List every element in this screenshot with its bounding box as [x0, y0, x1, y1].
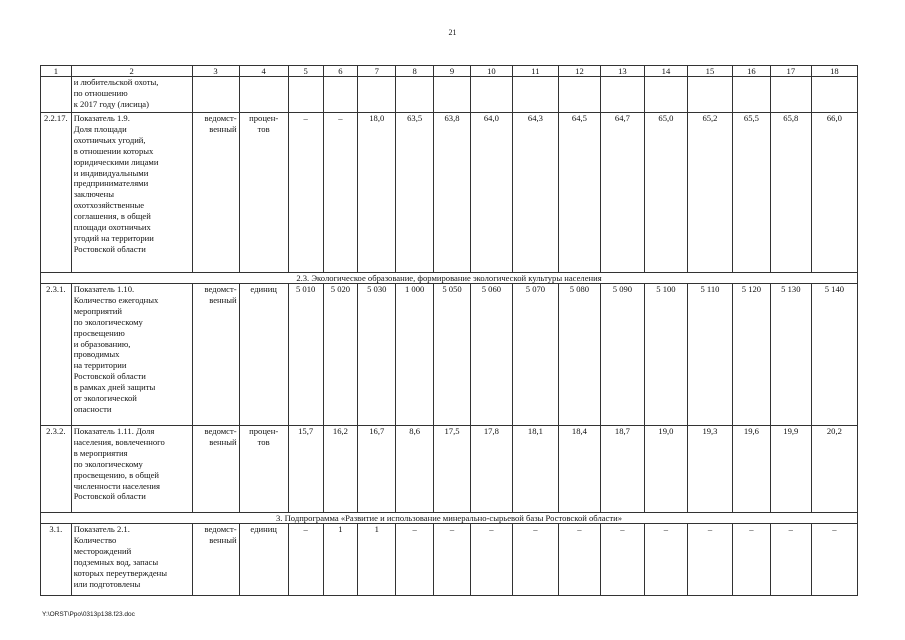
indicator-value: 5 110 — [687, 284, 732, 426]
column-number-header: 7 — [358, 66, 396, 77]
column-number-header: 12 — [558, 66, 600, 77]
indicator-row — [41, 113, 858, 273]
indicator-value: 65,5 — [732, 113, 770, 273]
continuation-row — [41, 77, 858, 113]
indicator-unit: процен- тов — [239, 426, 288, 513]
indicator-value: – — [770, 524, 811, 596]
indicator-value: 19,6 — [732, 426, 770, 513]
indicator-code: 2.2.17. — [41, 113, 72, 273]
indicator-value: 63,5 — [396, 113, 434, 273]
column-number-header: 8 — [396, 66, 434, 77]
indicator-value: 5 050 — [434, 284, 471, 426]
indicator-value: 19,0 — [644, 426, 687, 513]
indicator-value: 18,1 — [512, 426, 558, 513]
column-number-header: 10 — [470, 66, 512, 77]
indicator-value: 8,6 — [396, 426, 434, 513]
column-number-header: 1 — [41, 66, 72, 77]
indicator-value: – — [644, 524, 687, 596]
indicator-value: – — [600, 524, 644, 596]
indicator-code: 3.1. — [41, 524, 72, 596]
column-number-header: 17 — [770, 66, 811, 77]
indicator-value: 66,0 — [811, 113, 857, 273]
indicator-value: – — [811, 524, 857, 596]
indicator-row — [41, 524, 858, 596]
column-number-header: 6 — [323, 66, 358, 77]
indicator-value: 5 020 — [323, 284, 358, 426]
indicator-executor: ведомст- венный — [192, 426, 239, 513]
page-number: 21 — [448, 28, 457, 37]
column-number-header: 15 — [687, 66, 732, 77]
indicator-value: 5 080 — [558, 284, 600, 426]
indicator-value: 5 070 — [512, 284, 558, 426]
indicator-value: – — [288, 524, 323, 596]
indicator-value: 64,5 — [558, 113, 600, 273]
indicator-value: – — [288, 113, 323, 273]
indicator-code: 2.3.2. — [41, 426, 72, 513]
indicator-unit: единиц — [239, 524, 288, 596]
column-number-header: 9 — [434, 66, 471, 77]
indicator-value: 5 090 — [600, 284, 644, 426]
footer-file-path: Y:\ORST\Ppo\0313p138.f23.doc — [42, 611, 135, 618]
indicator-value: 18,0 — [358, 113, 396, 273]
indicator-value: – — [732, 524, 770, 596]
indicator-value: 20,2 — [811, 426, 857, 513]
indicator-value: 17,5 — [434, 426, 471, 513]
column-number-header: 16 — [732, 66, 770, 77]
indicator-unit: единиц — [239, 284, 288, 426]
indicator-value: 1 000 — [396, 284, 434, 426]
section-heading-row — [41, 513, 858, 524]
column-number-header: 3 — [192, 66, 239, 77]
indicator-value: 64,3 — [512, 113, 558, 273]
column-number-header: 11 — [512, 66, 558, 77]
column-number-header: 2 — [71, 66, 192, 77]
indicator-value: 5 100 — [644, 284, 687, 426]
indicator-value: 5 120 — [732, 284, 770, 426]
column-number-row — [41, 66, 858, 77]
indicator-row — [41, 284, 858, 426]
indicator-value: – — [512, 524, 558, 596]
column-number-header: 18 — [811, 66, 857, 77]
indicator-value: 5 060 — [470, 284, 512, 426]
indicator-value: 64,7 — [600, 113, 644, 273]
indicator-value: 1 — [358, 524, 396, 596]
indicator-value: – — [558, 524, 600, 596]
indicator-value: 19,9 — [770, 426, 811, 513]
indicator-value: 63,8 — [434, 113, 471, 273]
indicator-executor: ведомст- венный — [192, 113, 239, 273]
indicator-name: Показатель 1.10. Количество ежегодных мероприятий по экологическому просвещению и образованию, проводимых на территории Ростовской области в рамках дней защиты от экологической опасности — [71, 284, 192, 426]
column-number-header: 14 — [644, 66, 687, 77]
indicator-table — [40, 65, 858, 596]
indicator-value: – — [323, 113, 358, 273]
indicator-value: 17,8 — [470, 426, 512, 513]
column-number-header: 5 — [288, 66, 323, 77]
indicator-code: 2.3.1. — [41, 284, 72, 426]
section-heading: 3. Подпрограмма «Развитие и использование минерально-сырьевой базы Ростовской области» — [41, 513, 858, 524]
section-heading: 2.3. Экологическое образование, формирование экологической культуры населения — [41, 273, 858, 284]
indicator-value: 65,2 — [687, 113, 732, 273]
indicator-name: Показатель 2.1. Количество месторождений подземных вод, запасы которых переутверждены или подготовлены — [71, 524, 192, 596]
indicator-value: 5 130 — [770, 284, 811, 426]
indicator-value: 5 010 — [288, 284, 323, 426]
indicator-value: 64,0 — [470, 113, 512, 273]
indicator-value: 15,7 — [288, 426, 323, 513]
indicator-value: – — [434, 524, 471, 596]
continuation-code-cell — [41, 77, 72, 113]
indicator-name: Показатель 1.9. Доля площади охотничьих угодий, в отношении которых юридическими лицами и индивидуальными предпринимателями заключены охотхозяйственные соглашения, в общей площади охотничьих угодий на территории Ростовской области — [71, 113, 192, 273]
indicator-value: 16,2 — [323, 426, 358, 513]
indicator-value: 5 140 — [811, 284, 857, 426]
indicator-executor: ведомст- венный — [192, 524, 239, 596]
indicator-value: 18,7 — [600, 426, 644, 513]
indicator-unit: процен- тов — [239, 113, 288, 273]
column-number-header: 4 — [239, 66, 288, 77]
indicator-value: – — [470, 524, 512, 596]
indicator-name: Показатель 1.11. Доля населения, вовлеченного в мероприятия по экологическому просвещению, в общей численности населения Ростовской области — [71, 426, 192, 513]
indicator-value: 16,7 — [358, 426, 396, 513]
indicator-value: – — [396, 524, 434, 596]
indicator-value: 18,4 — [558, 426, 600, 513]
indicator-value: – — [687, 524, 732, 596]
column-number-header: 13 — [600, 66, 644, 77]
indicator-value: 65,0 — [644, 113, 687, 273]
section-heading-row — [41, 273, 858, 284]
indicator-value: 65,8 — [770, 113, 811, 273]
indicator-value: 5 030 — [358, 284, 396, 426]
indicator-executor: ведомст- венный — [192, 284, 239, 426]
indicator-value: 19,3 — [687, 426, 732, 513]
continuation-name-cell: и любительской охоты, по отношению к 2017 году (лисица) — [71, 77, 192, 113]
indicator-value: 1 — [323, 524, 358, 596]
indicator-row — [41, 426, 858, 513]
